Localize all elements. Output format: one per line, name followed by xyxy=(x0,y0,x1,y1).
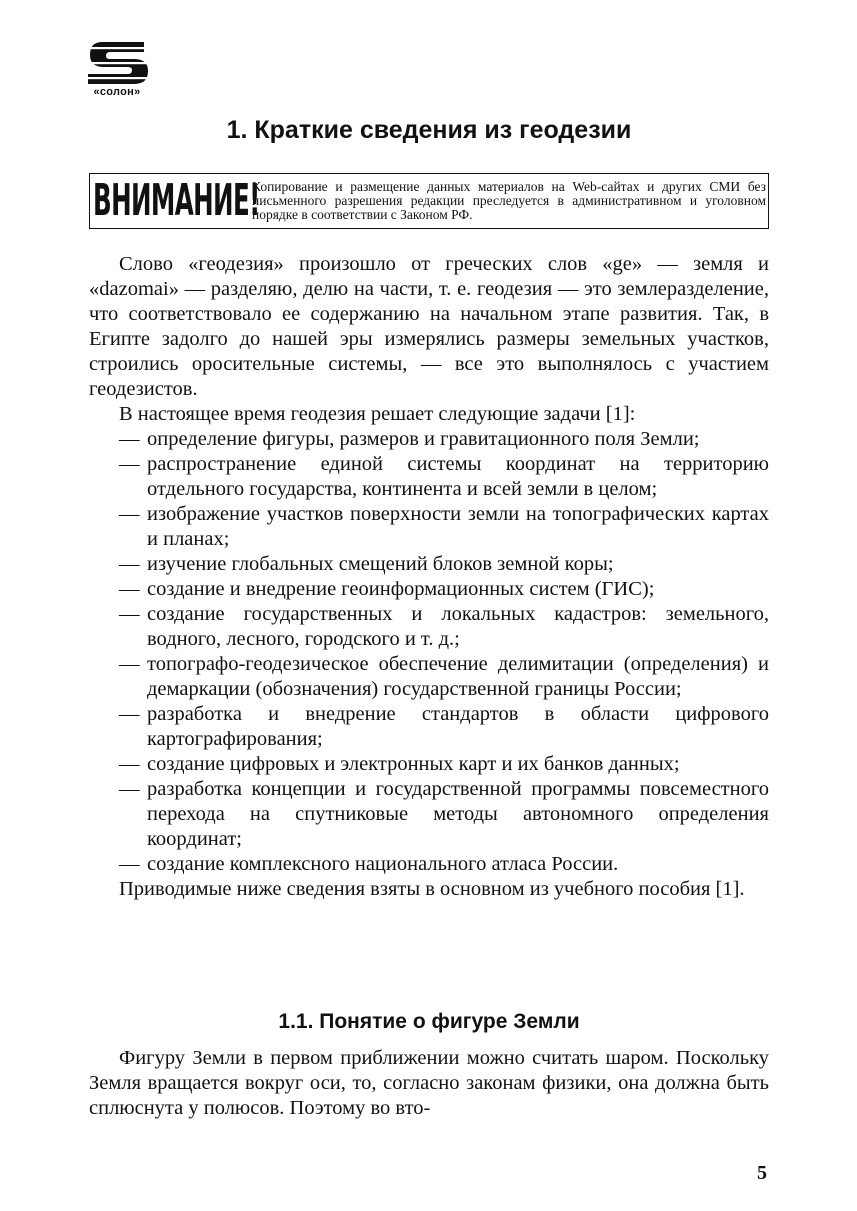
logo-caption: «солон» xyxy=(93,86,141,98)
list-item: — создание цифровых и электронных карт и их банков данных; xyxy=(119,753,680,775)
chapter-title: 1. Краткие сведения из геодезии xyxy=(226,116,632,144)
list-dash: — xyxy=(119,603,140,625)
notice-warning-word: ВНИМАНИЕ! xyxy=(93,175,260,226)
list-item: — распространение единой системы координат на территорию отдельного государства, континента и всей земли в целом; xyxy=(119,453,769,500)
paragraph-figure-of-earth: Фигуру Земли в первом приближении можно считать шаром. Поскольку Земля вращается вокруг оси, то, согласно законам физики, она должна быть сплюснута у полюсов. Поэтому во вто- xyxy=(89,1047,769,1119)
list-item: — создание и внедрение геоинформационных систем (ГИС); xyxy=(119,578,655,600)
list-item: — разработка и внедрение стандартов в области цифрового картографирования; xyxy=(119,703,769,750)
list-dash: — xyxy=(119,653,140,675)
section-text xyxy=(89,1046,769,1121)
list-dash: — xyxy=(119,428,140,450)
list-dash: — xyxy=(119,553,140,575)
list-item: — топографо-геодезическое обеспечение делимитации (определения) и демаркации (обозначения) государственной границы России; xyxy=(119,653,769,700)
list-dash: — xyxy=(119,778,140,800)
list-dash: — xyxy=(119,753,140,775)
list-item: — изображение участков поверхности земли на топографических картах и планах; xyxy=(119,503,769,550)
paragraph-tasks-lead: В настоящее время геодезия решает следующие задачи [1]: xyxy=(119,403,636,425)
main-text xyxy=(89,252,769,902)
list-dash: — xyxy=(119,503,140,525)
list-item: — изучение глобальных смещений блоков земной коры; xyxy=(119,553,614,575)
list-item: — создание государственных и локальных кадастров: земельного, водного, лесного, городского и т. д.; xyxy=(119,603,769,650)
list-dash: — xyxy=(119,578,140,600)
section-title: 1.1. Понятие о фигуре Земли xyxy=(278,1010,580,1033)
paragraph-source: Приводимые ниже сведения взяты в основном из учебного пособия [1]. xyxy=(119,878,745,900)
copyright-notice xyxy=(89,173,769,229)
list-dash: — xyxy=(119,703,140,725)
publisher-logo xyxy=(84,40,164,100)
list-item: — определение фигуры, размеров и гравитационного поля Земли; xyxy=(119,428,700,450)
tasks-list xyxy=(89,427,769,877)
page-number: 5 xyxy=(757,1162,767,1184)
list-item: — создание комплексного национального атласа России. xyxy=(119,853,619,875)
solon-logo-icon xyxy=(84,40,150,86)
list-dash: — xyxy=(119,453,140,475)
paragraph-intro: Слово «геодезия» произошло от греческих слов «ge» — земля и «dazomai» — разделяю, делю на части, т. е. геодезия — это землеразделение, что соответствовало ее содержанию на начальном этапе развития. Так, в Египте задолго до нашей эры измерялись размеры земельных участков, строились оросительные системы, — все это выполнялось с участием геодезистов. xyxy=(89,253,769,400)
notice-text: Копирование и размещение данных материалов на Web-сайтах и других СМИ без письменного разрешения редакции преследуется в административном и уголовном порядке в соответствии с Законом РФ. xyxy=(252,179,766,222)
list-dash: — xyxy=(119,853,140,875)
list-item: — разработка концепции и государственной программы повсеместного перехода на спутниковые методы автономного определения координат; xyxy=(119,778,769,850)
